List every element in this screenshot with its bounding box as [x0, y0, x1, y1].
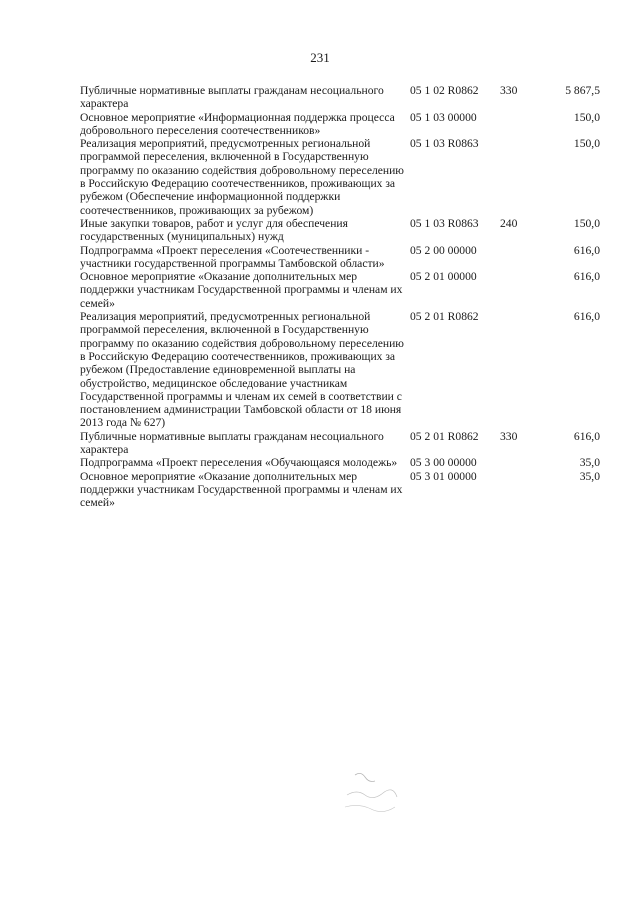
row-code: 05 3 00 00000	[410, 456, 477, 470]
row-sum: 5 867,5	[565, 84, 600, 97]
table-row	[80, 270, 600, 310]
table-row	[80, 217, 600, 244]
row-code: 05 2 00 00000	[410, 243, 477, 257]
row-code: 05 1 03 R0863	[410, 137, 479, 151]
row-expense-type	[500, 244, 540, 271]
row-sum: 150,0	[573, 216, 600, 230]
row-expense-type	[500, 310, 540, 430]
row-code: 05 2 01 00000	[410, 270, 477, 284]
row-sum: 35,0	[579, 469, 600, 483]
row-name: Публичные нормативные выплаты гражданам несоциального характера	[80, 84, 384, 111]
row-code: 05 1 03 00000	[410, 110, 477, 124]
page-number: 231	[310, 50, 330, 65]
row-code: 05 2 01 R0862	[410, 310, 479, 324]
row-expense-type: 330	[500, 429, 518, 443]
faint-signature-mark	[335, 765, 415, 815]
table-row	[80, 244, 600, 271]
row-name: Подпрограмма «Проект переселения «Обучающаяся молодежь»	[80, 456, 398, 470]
row-name: Основное мероприятие «Оказание дополнительных мер поддержки участникам Государственной программы и членам их семей»	[80, 469, 403, 510]
row-sum: 150,0	[573, 137, 600, 151]
row-name: Основное мероприятие «Оказание дополнительных мер поддержки участникам Государственной программы и членам их семей»	[80, 270, 403, 310]
row-expense-type	[500, 470, 540, 510]
row-code: 05 2 01 R0862	[410, 429, 479, 443]
table-row	[80, 430, 600, 457]
row-name: Публичные нормативные выплаты гражданам несоциального характера	[80, 429, 384, 457]
row-expense-type	[500, 456, 540, 469]
row-code: 05 1 03 R0863	[410, 216, 479, 230]
row-sum: 35,0	[579, 456, 600, 470]
row-code: 05 3 01 00000	[410, 469, 477, 483]
row-sum: 150,0	[573, 110, 600, 124]
row-expense-type	[500, 137, 540, 217]
table-row	[80, 111, 600, 138]
row-name: Иные закупки товаров, работ и услуг для обеспечения государственных (муниципальных) нужд	[80, 216, 348, 244]
row-expense-type	[500, 270, 540, 310]
table-row	[80, 470, 600, 510]
row-sum: 616,0	[573, 270, 600, 284]
row-expense-type: 330	[500, 84, 518, 97]
row-sum: 616,0	[573, 429, 600, 443]
table-row	[80, 310, 600, 430]
row-sum: 616,0	[573, 243, 600, 257]
row-name: Реализация мероприятий, предусмотренных региональной программой переселения, включенной в Государственную программу по оказанию содействия добровольному переселению в Российскую Федерацию соотечественников, проживающих за рубежом (Предоставление единовременной выплаты на обустройство, медицинское обследование участникам Государственной программы и членам их семей в соответствии с постановлением администрации Тамбовской области от 18 июня 2013 года № 627)	[80, 310, 404, 430]
row-expense-type: 240	[500, 216, 518, 230]
row-name: Основное мероприятие «Информационная поддержка процесса добровольного переселения соотечественников»	[80, 110, 395, 137]
row-name: Подпрограмма «Проект переселения «Соотечественники - участники государственной программы Тамбовской области»	[80, 243, 385, 270]
table-row	[80, 456, 600, 469]
row-name: Реализация мероприятий, предусмотренных региональной программой переселения, включенной в Государственную программу по оказанию содействия добровольному переселению в Российскую Федерацию соотечественников, проживающих за рубежом (Обеспечение информационной поддержки соотечественников, проживающих за рубежом)	[80, 137, 404, 217]
row-sum: 616,0	[573, 310, 600, 324]
row-code: 05 1 02 R0862	[410, 84, 479, 97]
table-row	[80, 84, 600, 111]
budget-table	[80, 84, 600, 510]
table-row	[80, 137, 600, 217]
row-expense-type	[500, 111, 540, 138]
